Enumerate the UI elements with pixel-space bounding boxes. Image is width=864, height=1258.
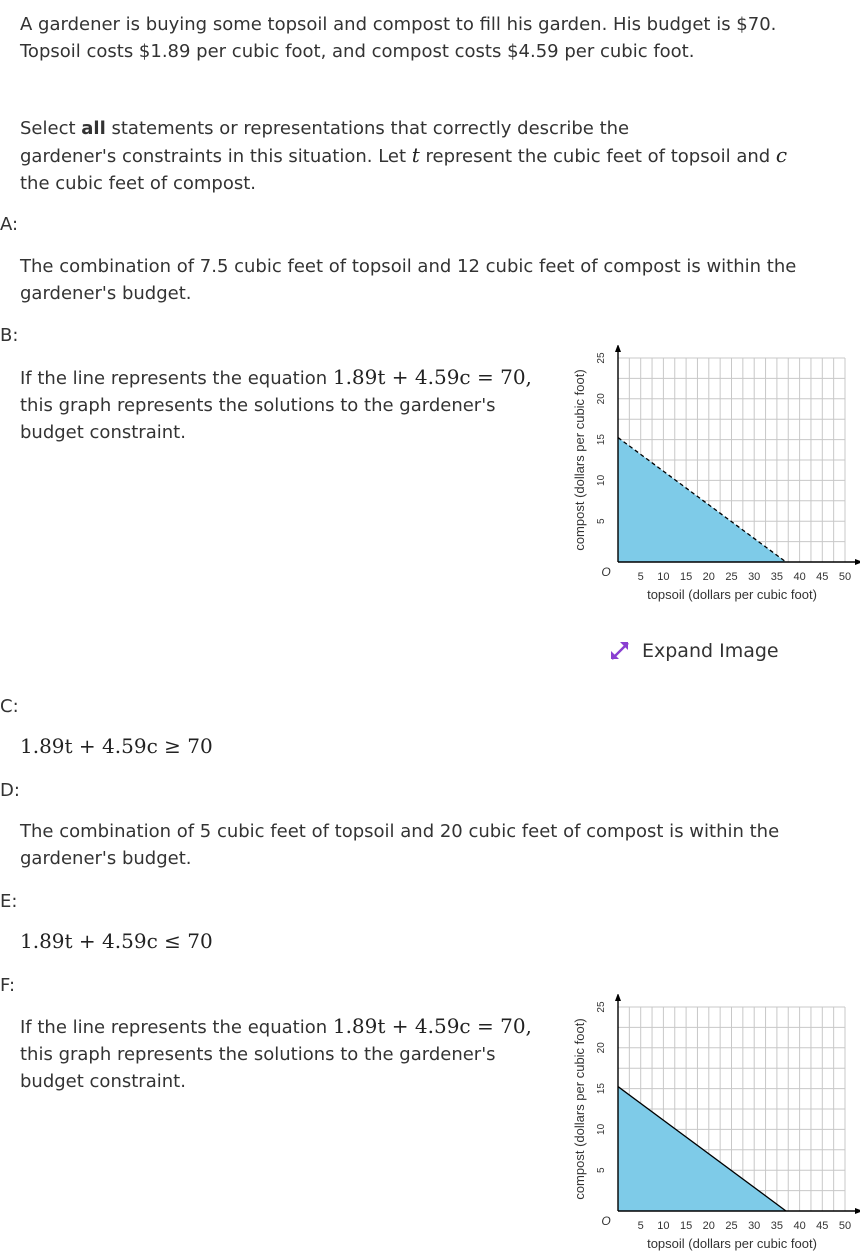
x-axis-title: topsoil (dollars per cubic foot) xyxy=(647,1236,817,1251)
y-tick-label: 5 xyxy=(596,518,607,524)
instructions-text: the cubic feet of compost. xyxy=(20,173,256,194)
variable-t: t xyxy=(411,143,420,167)
option-f-label[interactable]: F: xyxy=(0,975,16,996)
option-b-line: If the line represents the equation xyxy=(20,368,333,389)
y-axis-title: compost (dollars per cubic foot) xyxy=(572,1018,587,1200)
variable-c: c xyxy=(775,143,788,167)
x-tick-label: 20 xyxy=(702,1220,715,1232)
x-tick-label: 10 xyxy=(657,571,670,583)
y-tick-label: 10 xyxy=(596,1123,607,1135)
y-axis-arrow xyxy=(615,994,621,1001)
option-e-label[interactable]: E: xyxy=(0,891,18,912)
x-tick-label: 30 xyxy=(748,1220,761,1232)
intro-line-2: Topsoil costs $1.89 per cubic foot, and compost costs $4.59 per cubic foot. xyxy=(20,41,695,62)
option-a-label[interactable]: A: xyxy=(0,214,19,235)
y-tick-label: 5 xyxy=(596,1167,607,1173)
instructions-text: statements or representations that correctly describe the xyxy=(105,118,630,139)
x-tick-label: 35 xyxy=(770,571,784,583)
expand-arrows-icon xyxy=(608,639,632,663)
instructions-text: represent the cubic feet of topsoil and xyxy=(419,146,776,167)
instructions-emphasis: all xyxy=(81,118,106,139)
y-axis-arrow xyxy=(615,345,621,352)
option-b-graph xyxy=(560,345,860,607)
option-d-label[interactable]: D: xyxy=(0,780,20,801)
option-b-text[interactable] xyxy=(20,364,532,446)
x-tick-label: 15 xyxy=(679,1220,693,1232)
x-tick-label: 40 xyxy=(793,1220,806,1232)
x-axis-arrow xyxy=(855,559,860,565)
x-axis-title: topsoil (dollars per cubic foot) xyxy=(647,587,817,602)
x-tick-label: 50 xyxy=(838,1220,852,1232)
option-a-line: The combination of 7.5 cubic feet of topsoil and 12 cubic feet of compost is within the xyxy=(20,256,797,277)
option-f-equation: 1.89t + 4.59c = 70, xyxy=(332,1014,532,1038)
option-b-line: budget constraint. xyxy=(20,422,186,443)
origin-label: O xyxy=(601,565,611,579)
option-c-inequality[interactable]: 1.89t + 4.59c ≥ 70 xyxy=(20,734,213,758)
option-b-line: this graph represents the solutions to the gardener's xyxy=(20,395,496,416)
y-tick-label: 15 xyxy=(596,1083,607,1095)
y-tick-label: 10 xyxy=(596,474,607,486)
option-f-line: budget constraint. xyxy=(20,1071,186,1092)
y-axis-title: compost (dollars per cubic foot) xyxy=(572,369,587,551)
x-tick-label: 30 xyxy=(748,571,761,583)
x-tick-label: 25 xyxy=(725,571,738,583)
y-tick-label: 25 xyxy=(596,352,607,364)
option-a-line: gardener's budget. xyxy=(20,283,192,304)
x-tick-label: 10 xyxy=(657,1220,670,1232)
option-f-line: If the line represents the equation xyxy=(20,1017,333,1038)
x-tick-label: 5 xyxy=(637,1220,644,1232)
x-tick-label: 40 xyxy=(793,571,806,583)
option-d-text[interactable] xyxy=(20,818,779,872)
expand-image-label: Expand Image xyxy=(642,640,779,662)
y-tick-label: 20 xyxy=(596,1042,607,1054)
option-b-label[interactable]: B: xyxy=(0,325,19,346)
x-tick-label: 5 xyxy=(637,571,644,583)
chart-svg xyxy=(560,994,860,1256)
option-d-line: gardener's budget. xyxy=(20,848,192,869)
option-c-label[interactable]: C: xyxy=(0,696,19,717)
x-tick-label: 50 xyxy=(838,571,852,583)
x-tick-label: 45 xyxy=(816,1220,829,1232)
x-tick-label: 25 xyxy=(725,1220,738,1232)
intro-line-1: A gardener is buying some topsoil and compost to fill his garden. His budget is $70. xyxy=(20,14,777,35)
instructions xyxy=(20,115,787,197)
option-a-text[interactable] xyxy=(20,253,796,307)
y-tick-label: 15 xyxy=(596,434,607,446)
x-tick-label: 20 xyxy=(702,571,715,583)
x-axis-arrow xyxy=(855,1208,860,1214)
x-tick-label: 45 xyxy=(816,571,829,583)
instructions-text: gardener's constraints in this situation. Let xyxy=(20,146,412,167)
problem-intro xyxy=(20,11,776,65)
origin-label: O xyxy=(601,1214,611,1228)
y-tick-label: 20 xyxy=(596,393,607,405)
option-e-inequality[interactable]: 1.89t + 4.59c ≤ 70 xyxy=(20,929,213,953)
instructions-text: Select xyxy=(20,118,82,139)
option-f-text[interactable] xyxy=(20,1013,532,1095)
option-f-graph xyxy=(560,994,860,1256)
y-tick-label: 25 xyxy=(596,1001,607,1013)
option-b-equation: 1.89t + 4.59c = 70, xyxy=(332,365,532,389)
expand-image-button[interactable] xyxy=(608,636,779,666)
chart-svg xyxy=(560,345,860,607)
option-f-line: this graph represents the solutions to the gardener's xyxy=(20,1044,496,1065)
x-tick-label: 15 xyxy=(679,571,693,583)
option-d-line: The combination of 5 cubic feet of topsoil and 20 cubic feet of compost is within the xyxy=(20,821,780,842)
x-tick-label: 35 xyxy=(770,1220,784,1232)
